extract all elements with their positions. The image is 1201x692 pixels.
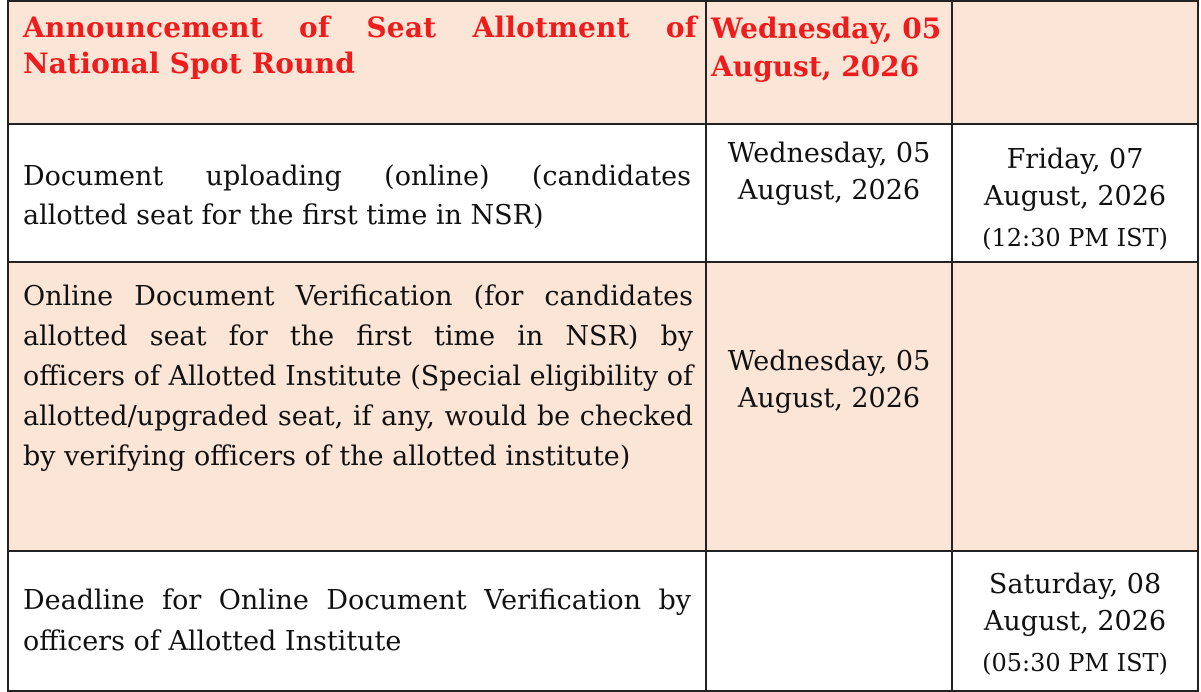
start-date-month-year: August, 2026: [737, 175, 921, 206]
activity-cell: [8, 262, 706, 551]
end-date-month-year: August, 2026: [983, 181, 1167, 212]
table-row-seat-allotment: [8, 1, 1198, 124]
end-date-text: [953, 125, 1197, 261]
table-row-document-uploading: [8, 124, 1198, 262]
activity-text: Document uploading (online) (candidates allotted seat for the first time in NSR): [23, 161, 691, 231]
end-date-cell: [952, 124, 1198, 262]
end-time-note: (05:30 PM IST): [982, 649, 1168, 677]
end-time-note: (12:30 PM IST): [982, 224, 1168, 252]
activity-text: Deadline for Online Document Verification by officers of Allotted Institute: [23, 585, 691, 657]
table-row-document-verification: [8, 262, 1198, 551]
start-date-day: Wednesday, 05: [727, 346, 931, 377]
end-date-cell: [952, 1, 1198, 124]
end-date-cell: [952, 551, 1198, 691]
table-row-verification-deadline: [8, 551, 1198, 691]
start-date-text: [707, 125, 951, 209]
start-date-cell: [706, 262, 952, 551]
activity-text: Announcement of Seat Allotment of National Spot Round: [23, 11, 697, 80]
start-date-cell: [706, 124, 952, 262]
activity-cell: [8, 1, 706, 124]
start-date-text: [707, 263, 951, 417]
schedule-table: [7, 0, 1199, 692]
end-date-month-year: August, 2026: [983, 606, 1167, 637]
end-date-text: [953, 552, 1197, 686]
end-date-cell: [952, 262, 1198, 551]
start-date-cell: [706, 551, 952, 691]
activity-text: Online Document Verification (for candidates allotted seat for the first time in NSR) by officers of Allotted Institute (Special eligibility of allotted/upgraded seat, if any, would be checked by verifying officers of the allotted institute): [23, 281, 693, 472]
start-date-cell: [706, 1, 952, 124]
activity-cell: [8, 551, 706, 691]
start-date-text: Wednesday, 05 August, 2026: [711, 12, 942, 83]
activity-cell: [8, 124, 706, 262]
start-date-month-year: August, 2026: [737, 383, 921, 414]
end-date-day: Saturday, 08: [988, 569, 1162, 600]
start-date-day: Wednesday, 05: [727, 138, 931, 169]
end-date-day: Friday, 07: [1006, 144, 1144, 175]
